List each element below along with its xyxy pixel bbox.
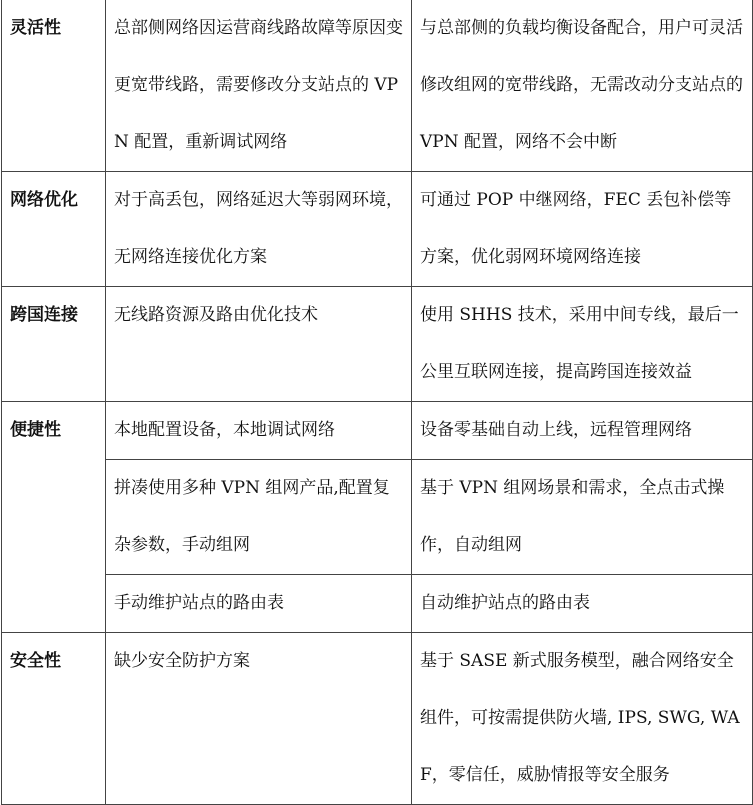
table-row-flexibility	[2, 0, 753, 172]
solution-cell: 设备零基础自动上线，远程管理网络	[412, 402, 753, 460]
category-cell: 跨国连接	[2, 287, 106, 402]
solution-cell: 可通过 POP 中继网络，FEC 丢包补偿等方案，优化弱网环境网络连接	[412, 172, 753, 287]
traditional-cell: 无线路资源及路由优化技术	[106, 287, 412, 402]
solution-cell: 自动维护站点的路由表	[412, 575, 753, 633]
solution-cell: 使用 SHHS 技术，采用中间专线，最后一公里互联网连接，提高跨国连接效益	[412, 287, 753, 402]
comparison-table	[1, 0, 753, 805]
traditional-cell: 手动维护站点的路由表	[106, 575, 412, 633]
category-cell: 便捷性	[2, 402, 106, 633]
table-row-convenience	[2, 402, 753, 460]
table-row-cross-border	[2, 287, 753, 402]
traditional-cell: 缺少安全防护方案	[106, 633, 412, 805]
category-cell: 安全性	[2, 633, 106, 805]
table-row-convenience-3	[2, 575, 753, 633]
table-row-network-optimization	[2, 172, 753, 287]
traditional-cell: 本地配置设备，本地调试网络	[106, 402, 412, 460]
table-row-security	[2, 633, 753, 805]
traditional-cell: 拼凑使用多种 VPN 组网产品,配置复杂参数，手动组网	[106, 460, 412, 575]
solution-cell: 与总部侧的负载均衡设备配合，用户可灵活修改组网的宽带线路，无需改动分支站点的 VPN 配置，网络不会中断	[412, 0, 753, 172]
traditional-cell: 总部侧网络因运营商线路故障等原因变更宽带线路，需要修改分支站点的 VPN 配置，重新调试网络	[106, 0, 412, 172]
table-row-convenience-2	[2, 460, 753, 575]
category-cell: 网络优化	[2, 172, 106, 287]
solution-cell: 基于 VPN 组网场景和需求，全点击式操作，自动组网	[412, 460, 753, 575]
solution-cell: 基于 SASE 新式服务模型，融合网络安全组件，可按需提供防火墙, IPS, SWG, WAF，零信任，威胁情报等安全服务	[412, 633, 753, 805]
traditional-cell: 对于高丢包，网络延迟大等弱网环境，无网络连接优化方案	[106, 172, 412, 287]
category-cell: 灵活性	[2, 0, 106, 172]
